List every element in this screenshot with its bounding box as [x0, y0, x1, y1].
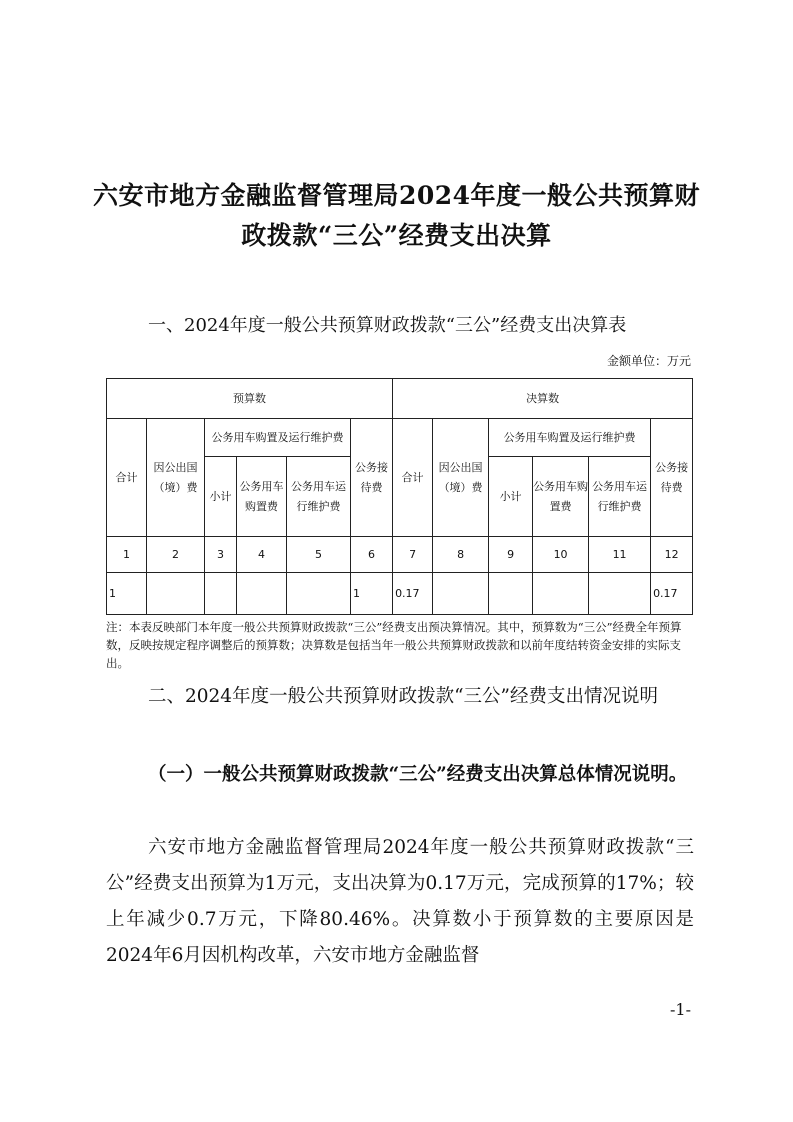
table-cell: 1 — [351, 573, 393, 615]
col-num: 9 — [489, 537, 533, 573]
table-cell — [287, 573, 351, 615]
col-num: 7 — [393, 537, 433, 573]
three-public-expenses-table — [106, 378, 693, 615]
table-cell: 0.17 — [651, 573, 693, 615]
budget-subtotal-header: 小计 — [205, 457, 237, 537]
final-group-header: 决算数 — [393, 379, 693, 419]
col-num: 5 — [287, 537, 351, 573]
col-num: 8 — [433, 537, 489, 573]
budget-vehicle-group-header: 公务用车购置及运行维护费 — [205, 419, 351, 457]
final-vehicle-operation-header: 公务用车运行维护费 — [589, 457, 651, 537]
final-subtotal-header: 小计 — [489, 457, 533, 537]
table-cell — [237, 573, 287, 615]
table-cell: 0.17 — [393, 573, 433, 615]
col-num: 2 — [147, 537, 205, 573]
data-row — [107, 573, 693, 615]
budget-reception-header: 公务接待费 — [351, 419, 393, 537]
table-cell: 1 — [107, 573, 147, 615]
final-vehicle-group-header: 公务用车购置及运行维护费 — [489, 419, 651, 457]
table-cell — [589, 573, 651, 615]
final-reception-header: 公务接待费 — [651, 419, 693, 537]
budget-abroad-header: 因公出国（境）费 — [147, 419, 205, 537]
col-num: 10 — [533, 537, 589, 573]
table-cell — [205, 573, 237, 615]
section2-heading: 二、2024年度一般公共预算财政拨款“三公”经费支出情况说明 — [148, 686, 658, 707]
budget-vehicle-purchase-header: 公务用车购置费 — [237, 457, 287, 537]
unit-label: 金额单位：万元 — [606, 354, 691, 368]
subsection1-heading: （一）一般公共预算财政拨款“三公”经费支出决算总体情况说明。 — [148, 764, 688, 785]
table-note: 注：本表反映部门本年度一般公共预算财政拨款“三公”经费支出预决算情况。其中，预算数为“三公”经费全年预算数，反映按规定程序调整后的预算数；决算数是包括当年一般公共预算财政拨款和以前年度结转资金安排的实际支出。 — [106, 620, 682, 670]
col-num: 4 — [237, 537, 287, 573]
table-cell — [147, 573, 205, 615]
col-num: 12 — [651, 537, 693, 573]
col-num: 3 — [205, 537, 237, 573]
body-paragraph: 六安市地方金融监督管理局2024年度一般公共预算财政拨款“三公”经费支出预算为1万元，支出决算为0.17万元，完成预算的17%；较上年减少0.7万元，下降80.46%。决算数小于预算数的主要原因是2024年6月因机构改革，六安市地方金融监督 — [106, 837, 694, 966]
final-vehicle-purchase-header: 公务用车购置费 — [533, 457, 589, 537]
col-num: 6 — [351, 537, 393, 573]
page-number: -1- — [670, 1000, 691, 1019]
table-cell — [489, 573, 533, 615]
table-cell — [533, 573, 589, 615]
budget-group-header: 预算数 — [107, 379, 393, 419]
column-number-row — [107, 537, 693, 573]
document-title: 六安市地方金融监督管理局2024年度一般公共预算财政拨款“三公”经费支出决算 — [92, 181, 701, 250]
col-num: 11 — [589, 537, 651, 573]
budget-vehicle-operation-header: 公务用车运行维护费 — [287, 457, 351, 537]
final-total-header: 合计 — [393, 419, 433, 537]
section1-heading: 一、2024年度一般公共预算财政拨款“三公”经费支出决算表 — [148, 315, 627, 336]
col-num: 1 — [107, 537, 147, 573]
budget-total-header: 合计 — [107, 419, 147, 537]
table-cell — [433, 573, 489, 615]
final-abroad-header: 因公出国（境）费 — [433, 419, 489, 537]
